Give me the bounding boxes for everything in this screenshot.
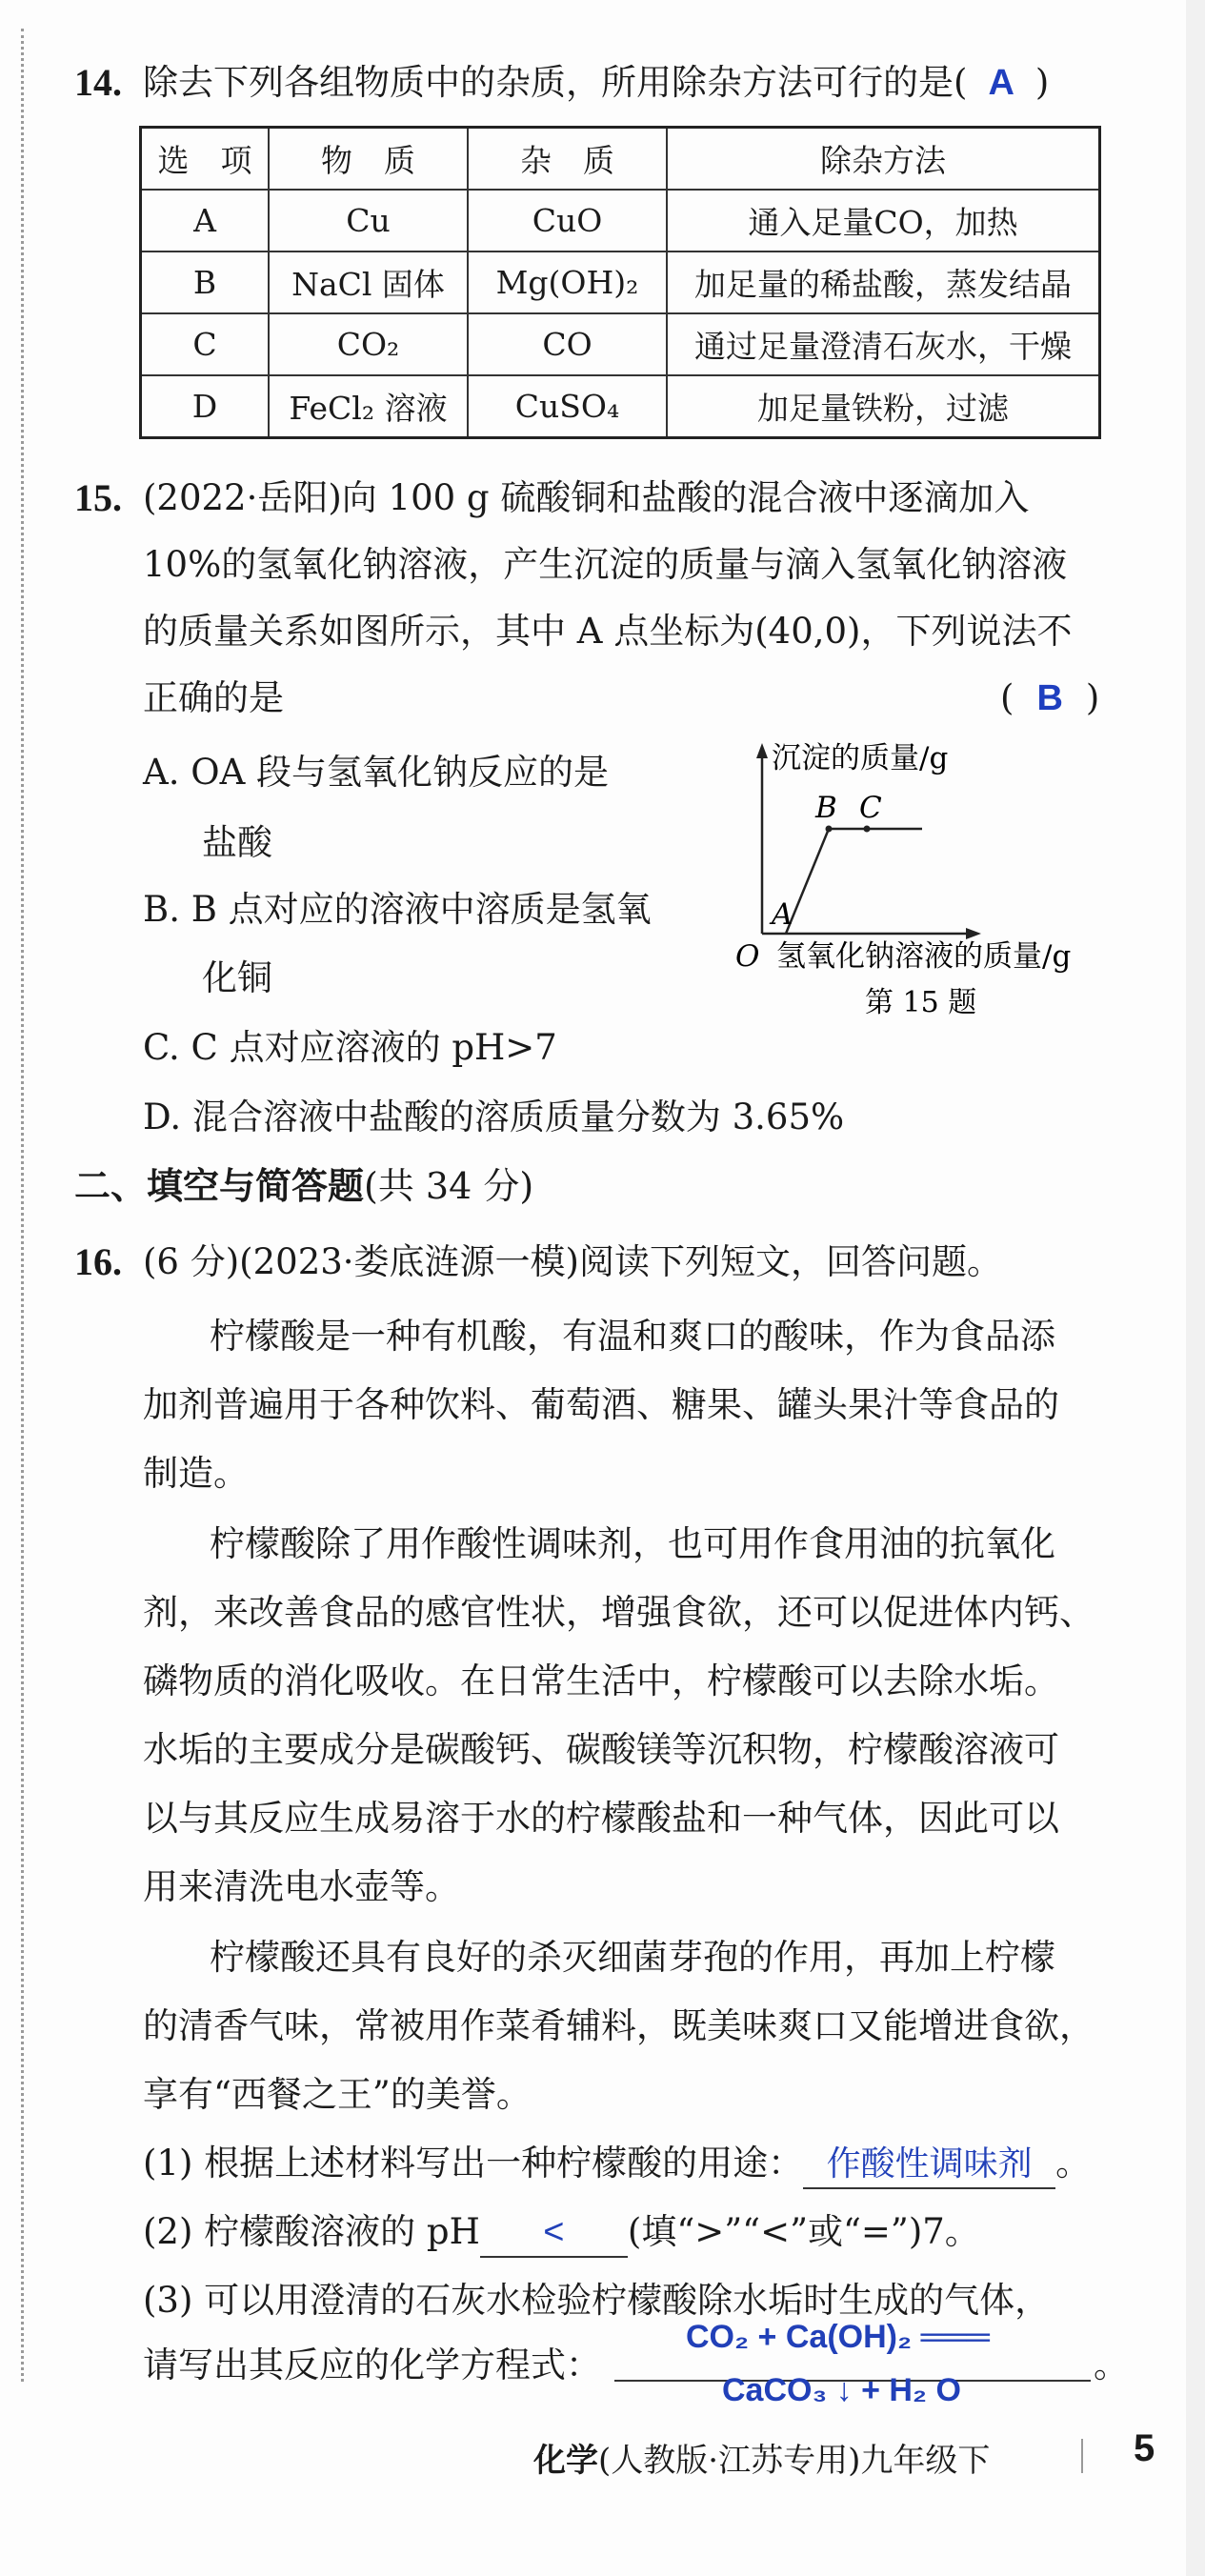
q16-p2-line6: 用来清洗电水壶等。 xyxy=(143,1866,460,1907)
table-cell: CO₂ xyxy=(269,313,468,375)
table-cell: D xyxy=(141,375,270,438)
q15-option-a-line2: 盐酸 xyxy=(202,822,272,863)
q15-line3: 的质量关系如图所示，其中 A 点坐标为(40,0)，下列说法不 xyxy=(143,611,1073,652)
section-2-title: 二、填空与简答题 xyxy=(74,1164,365,1207)
table-cell: CO xyxy=(468,313,667,375)
table-row xyxy=(141,190,1100,252)
q16-p3-line3: 享有“西餐之王”的美誉。 xyxy=(143,2074,532,2115)
q15-option-c: C. C 点对应溶液的 pH>7 xyxy=(143,1027,557,1068)
q16-sub3-answer-line1: CO₂ + Ca(OH)₂ ═══ xyxy=(686,2319,990,2355)
q15-line4: 正确的是 xyxy=(143,677,284,718)
q14-table xyxy=(139,126,1101,439)
q16-p2-line1: 柠檬酸除了用作酸性调味剂，也可用作食用油的抗氧化 xyxy=(210,1523,1055,1564)
table-cell: FeCl₂ 溶液 xyxy=(269,375,468,438)
section-2-suffix: (共 34 分) xyxy=(364,1165,534,1207)
q16-p1-line2: 加剂普遍用于各种饮料、葡萄酒、糖果、罐头果汁等食品的 xyxy=(143,1384,1059,1425)
table-cell: Cu xyxy=(269,190,468,252)
q14-text: 除去下列各组物质中的杂质，所用除杂方法可行的是( xyxy=(143,62,968,103)
graph-label-b: B xyxy=(815,791,837,825)
graph-x-arrow xyxy=(966,928,981,939)
q14-close: ) xyxy=(1034,62,1050,103)
table-cell: 通过足量澄清石灰水，干燥 xyxy=(667,313,1100,375)
q15-option-a-line1: A. OA 段与氢氧化钠反应的是 xyxy=(143,752,610,793)
graph-xlabel: 氢氧化钠溶液的质量/g xyxy=(776,939,1072,974)
q16-intro: (6 分)(2023·娄底涟源一模)阅读下列短文，回答问题。 xyxy=(143,1241,1002,1282)
graph-y-arrow xyxy=(756,743,768,758)
q15-answer-paren xyxy=(1000,674,1099,722)
table-cell: 通入足量CO，加热 xyxy=(667,190,1100,252)
q15-option-b-line1: B. B 点对应的溶液中溶质是氢氧 xyxy=(143,889,652,930)
q15-option-d: D. 混合溶液中盐酸的溶质质量分数为 3.65% xyxy=(143,1097,845,1137)
q15-line2: 10%的氢氧化钠溶液，产生沉淀的质量与滴入氢氧化钠溶液 xyxy=(143,544,1068,585)
graph-caption: 第 15 题 xyxy=(865,986,977,1019)
q15-number: 15. xyxy=(74,476,122,519)
graph-label-c: C xyxy=(859,791,882,825)
q16-sub3-answer-line2: CaCO₃ ↓ + H₂ O xyxy=(722,2372,961,2408)
graph-label-a: A xyxy=(772,897,793,932)
q16-p3-line2: 的清香气味，常被用作菜肴辅料，既美味爽口又能增进食欲， xyxy=(143,2005,1095,2046)
table-row xyxy=(141,375,1100,438)
table-cell: Mg(OH)₂ xyxy=(468,252,667,313)
table-header: 物 质 xyxy=(269,128,468,191)
q16-p1-line3: 制造。 xyxy=(143,1453,249,1494)
q15-answer: B xyxy=(1036,678,1063,718)
table-header: 杂 质 xyxy=(468,128,667,191)
q16-p2-line4: 水垢的主要成分是碳酸钙、碳酸镁等沉积物，柠檬酸溶液可 xyxy=(143,1729,1059,1770)
q16-sub2-text: (2) 柠檬酸溶液的 pH xyxy=(143,2211,480,2252)
table-header-row xyxy=(141,128,1100,191)
table-row xyxy=(141,252,1100,313)
section-2-heading xyxy=(74,1162,533,1210)
footer-edition: (人教版·江苏专用)九年级下 xyxy=(598,2442,991,2480)
footer xyxy=(533,2434,990,2481)
table-cell: CuSO₄ xyxy=(468,375,667,438)
table-cell: 加足量的稀盐酸，蒸发结晶 xyxy=(667,252,1100,313)
q16-sub3-end: 。 xyxy=(1094,2345,1129,2385)
q15-line1: (2022·岳阳)向 100 g 硫酸铜和盐酸的混合液中逐滴加入 xyxy=(143,477,1030,518)
graph-origin: O xyxy=(735,939,760,974)
table-cell: B xyxy=(141,252,270,313)
q16-sub1-end: 。 xyxy=(1055,2143,1092,2184)
q16-sub3-line2: 请写出其反应的化学方程式： xyxy=(143,2345,601,2385)
table-row xyxy=(141,313,1100,375)
page-number: 5 xyxy=(1134,2427,1155,2469)
graph-curve xyxy=(786,829,922,934)
q14-stem xyxy=(143,59,1049,107)
q16-sub1 xyxy=(143,2140,1091,2189)
table-cell: C xyxy=(141,313,270,375)
q15-graph xyxy=(733,734,1124,1019)
table-cell: NaCl 固体 xyxy=(269,252,468,313)
graph-point-b xyxy=(826,826,833,833)
graph-point-c xyxy=(864,826,871,833)
q15-paren-close: ) xyxy=(1085,677,1100,718)
q16-p2-line2: 剂，来改善食品的感官性状，增强食欲，还可以促进体内钙、 xyxy=(143,1592,1095,1633)
table-cell: A xyxy=(141,190,270,252)
q16-p2-line3: 磷物质的消化吸收。在日常生活中，柠檬酸可以去除水垢。 xyxy=(143,1660,1059,1701)
q16-sub1-answer: 作酸性调味剂 xyxy=(803,2140,1055,2189)
q16-sub2-answer: < xyxy=(480,2208,628,2258)
q15-option-b-line2: 化铜 xyxy=(202,957,272,998)
graph-ylabel: 沉淀的质量/g xyxy=(772,741,949,775)
table-header: 选 项 xyxy=(141,128,270,191)
footer-subject: 化学 xyxy=(533,2442,598,2480)
q16-p1-line1: 柠檬酸是一种有机酸，有温和爽口的酸味，作为食品添 xyxy=(210,1316,1055,1357)
table-cell: CuO xyxy=(468,190,667,252)
q14-number: 14. xyxy=(74,61,122,104)
q16-p2-line5: 以与其反应生成易溶于水的柠檬酸盐和一种气体，因此可以 xyxy=(143,1798,1059,1839)
footer-divider xyxy=(1081,2439,1083,2473)
q15-paren-open: ( xyxy=(1000,677,1014,718)
binding-dashed-line xyxy=(21,29,24,2382)
q16-p3-line1: 柠檬酸还具有良好的杀灭细菌芽孢的作用，再加上柠檬 xyxy=(210,1937,1055,1978)
q16-sub2-hint: (填“>”“<”或“=”)7。 xyxy=(627,2211,980,2252)
q14-answer: A xyxy=(988,63,1014,103)
q16-sub2 xyxy=(143,2208,980,2258)
q16-number: 16. xyxy=(74,1240,122,1283)
q16-sub3-line1: (3) 可以用澄清的石灰水检验柠檬酸除水垢时生成的气体， xyxy=(143,2280,1051,2321)
table-header: 除杂方法 xyxy=(667,128,1100,191)
table-cell: 加足量铁粉，过滤 xyxy=(667,375,1100,438)
page-edge xyxy=(1186,0,1205,2576)
q16-sub1-text: (1) 根据上述材料写出一种柠檬酸的用途： xyxy=(143,2143,804,2184)
